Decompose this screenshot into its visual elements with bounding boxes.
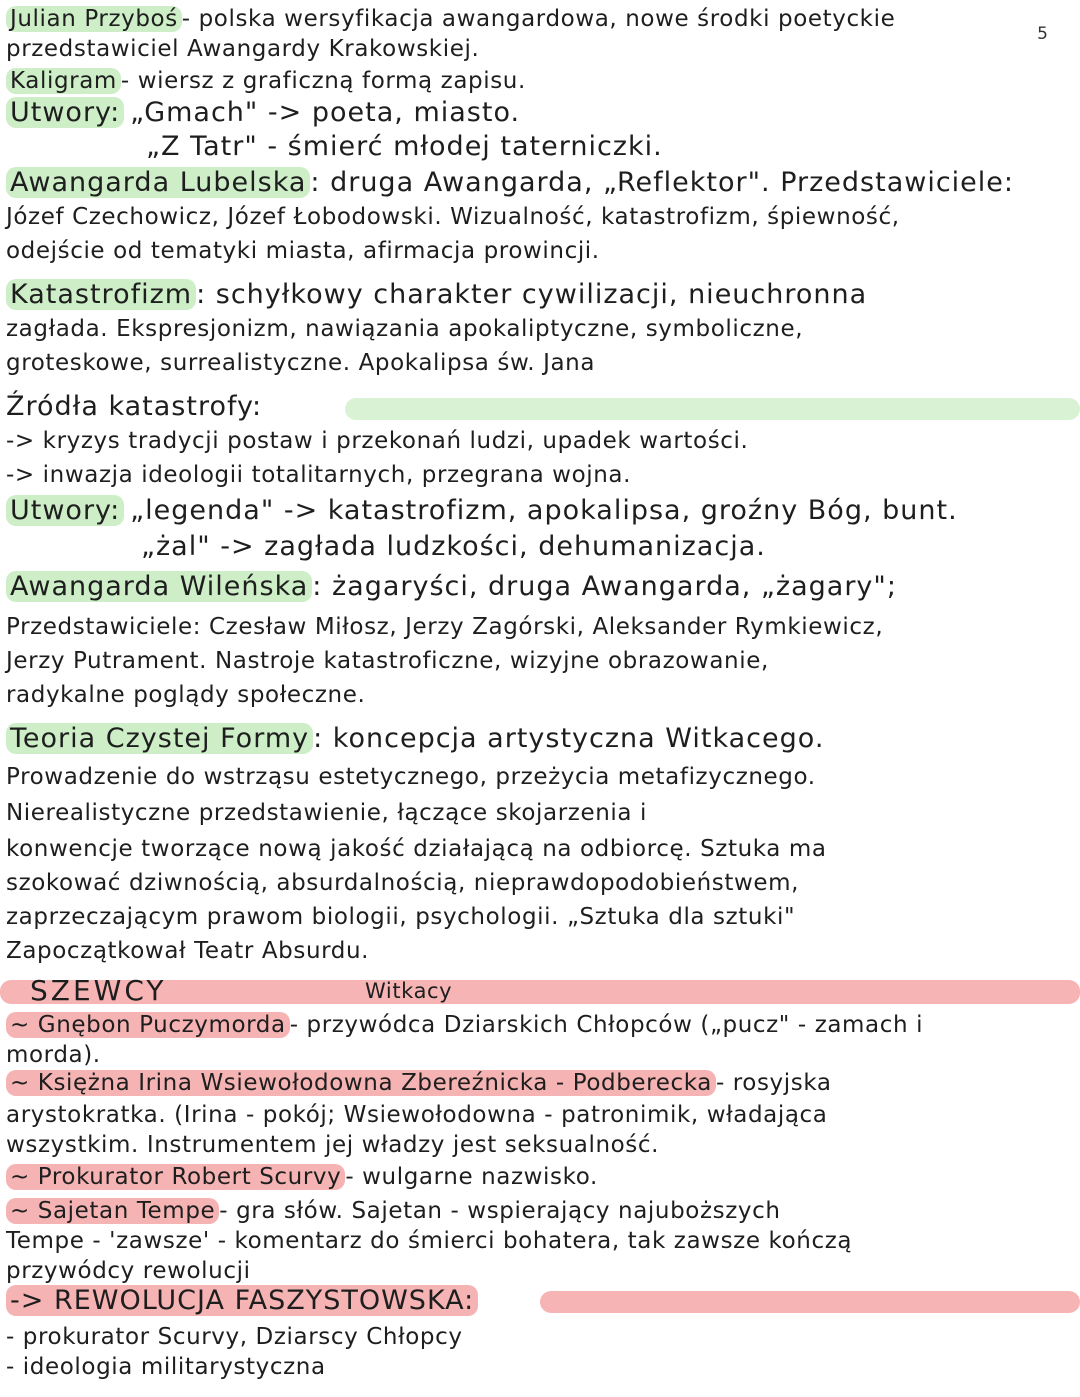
term-przybos: Julian Przyboś [6, 6, 182, 32]
note-line-26: zaprzeczającym prawom biologii, psychologii. „Sztuka dla sztuki" [6, 904, 796, 930]
note-line-38 [6, 1286, 1060, 1316]
label-utwory-2: Utwory: [6, 495, 124, 526]
note-line-1: Julian Przyboś - polska wersyfikacja awangardowa, nowe środki poetyckie [6, 4, 1060, 34]
note-line-18: Przedstawiciele: Czesław Miłosz, Jerzy Zagórski, Aleksander Rymkiewicz, [6, 614, 884, 640]
note-line-2: przedstawiciel Awangardy Krakowskiej. [6, 36, 480, 62]
term-kaligram: Kaligram [6, 68, 121, 94]
note-line-39: - prokurator Scurvy, Dziarscy Chłopcy [6, 1324, 463, 1350]
note-line-24: konwencje tworzące nową jakość działającą na odbiorcę. Sztuka ma [6, 836, 827, 862]
note-line-15: Utwory: „legenda" -> katastrofizm, apokalipsa, groźny Bóg, bunt. [6, 496, 1060, 526]
note-line-13: -> kryzys tradycji postaw i przekonań ludzi, upadek wartości. [6, 428, 749, 454]
note-line-4: Utwory: „Gmach" -> poeta, miasto. [6, 98, 1060, 128]
note-line-37: przywódcy rewolucji [6, 1258, 251, 1284]
note-line-23: Nierealistyczne przedstawienie, łączące skojarzenia i [6, 800, 647, 826]
note-line-25: szokować dziwnością, absurdalnością, nieprawdopodobieństwem, [6, 870, 800, 896]
note-line-29: ~ Gnębon Puczymorda - przywódca Dziarskich Chłopców („pucz" - zamach i [6, 1010, 1060, 1040]
note-line-5: „Z Tatr" - śmierć młodej taterniczki. [146, 131, 663, 162]
note-line-33: wszystkim. Instrumentem jej władzy jest seksualność. [6, 1132, 660, 1158]
section-title: SZEWCY [30, 974, 167, 1007]
note-line-3: Kaligram - wiersz z graficzną formą zapisu. [6, 66, 1060, 96]
note-line-10: zagłada. Ekspresjonizm, nawiązania apokaliptyczne, symboliczne, [6, 316, 804, 342]
note-line-14: -> inwazja ideologii totalitarnych, przegrana wojna. [6, 462, 632, 488]
note-line-32: arystokratka. (Irina - pokój; Wsiewołodowna - patronimik, władająca [6, 1102, 828, 1128]
note-line-16: „żal" -> zagłada ludzkości, dehumanizacja. [141, 531, 766, 562]
term-awangarda-wilenska: Awangarda Wileńska [6, 571, 312, 602]
note-line-31: ~ Księżna Irina Wsiewołodowna Zbereźnicka - Podberecka - rosyjska [6, 1068, 1060, 1098]
page-number: 5 [1037, 24, 1048, 44]
note-line-22: Prowadzenie do wstrząsu estetycznego, przeżycia metafizycznego. [6, 764, 816, 790]
note-line-12: Źródła katastrofy: [6, 391, 263, 422]
note-line-6: Awangarda Lubelska : druga Awangarda, „Reflektor". Przedstawiciele: [6, 168, 1060, 198]
note-line-11: groteskowe, surrealistyczne. Apokalipsa św. Jana [6, 350, 596, 376]
heading-rewolucja: -> REWOLUCJA FASZYSTOWSKA: [6, 1285, 478, 1316]
term-awangarda-lubelska: Awangarda Lubelska [6, 167, 310, 198]
label-utwory: Utwory: [6, 97, 124, 128]
section-header-szewcy [0, 976, 1060, 1008]
note-line-8: odejście od tematyki miasta, afirmacja prowincji. [6, 238, 600, 264]
character-tempe: ~ Sajetan Tempe [6, 1198, 219, 1224]
note-line-9: Katastrofizm : schyłkowy charakter cywilizacji, nieuchronna [6, 280, 1060, 310]
note-line-27: Zapoczątkował Teatr Absurdu. [6, 938, 370, 964]
note-line-30: morda). [6, 1042, 101, 1068]
note-line-34: ~ Prokurator Robert Scurvy - wulgarne nazwisko. [6, 1162, 1060, 1192]
note-line-19: Jerzy Putrament. Nastroje katastroficzne, wizyjne obrazowanie, [6, 648, 769, 674]
note-line-7: Józef Czechowicz, Józef Łobodowski. Wizualność, katastrofizm, śpiewność, [6, 204, 900, 230]
note-line-36: Tempe - 'zawsze' - komentarz do śmierci bohatera, tak zawsze kończą [6, 1228, 853, 1254]
term-teoria-czystej-formy: Teoria Czystej Formy [6, 723, 313, 754]
note-line-17: Awangarda Wileńska : żagaryści, druga Awangarda, „żagary"; [6, 572, 1060, 602]
note-line-35: ~ Sajetan Tempe - gra słów. Sajetan - wspierający najuboższych [6, 1196, 1060, 1226]
term-katastrofizm: Katastrofizm [6, 279, 196, 310]
note-line-20: radykalne poglądy społeczne. [6, 682, 366, 708]
character-puczymorda: ~ Gnębon Puczymorda [6, 1012, 290, 1038]
character-irina: ~ Księżna Irina Wsiewołodowna Zbereźnicka - Podberecka [6, 1070, 716, 1096]
section-author: Witkacy [365, 979, 453, 1003]
note-line-21: Teoria Czystej Formy : koncepcja artystyczna Witkacego. [6, 724, 1060, 754]
character-scurvy: ~ Prokurator Robert Scurvy [6, 1164, 345, 1190]
note-line-40: - ideologia militarystyczna [6, 1354, 326, 1380]
